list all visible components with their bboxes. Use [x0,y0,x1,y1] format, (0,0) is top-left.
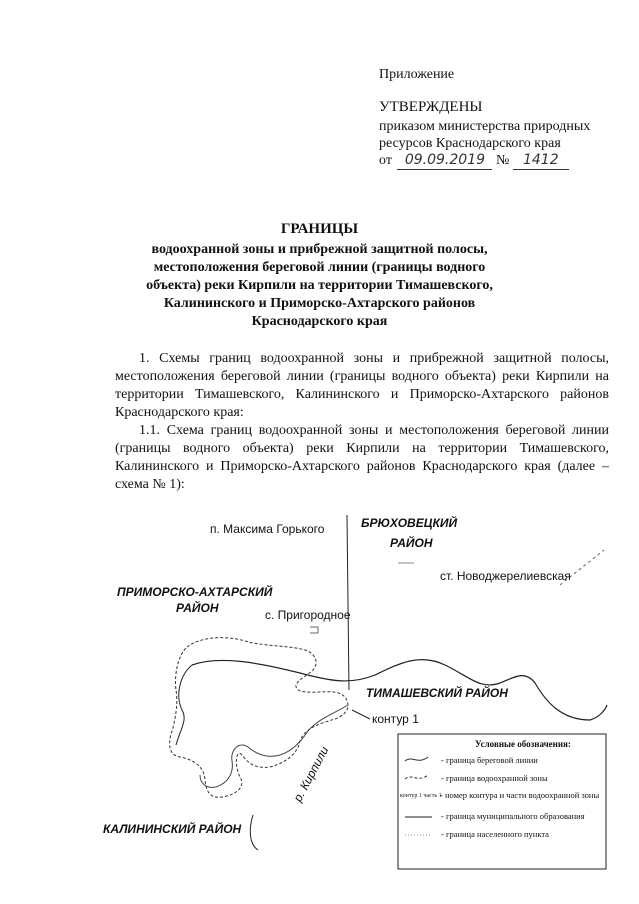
label-contour-1: контур 1 [372,712,419,726]
number-label: № [495,153,510,168]
legend-title: Условные обозначения: [475,739,571,749]
subtitle-line-2: местоположения береговой линии (границы водного [153,260,486,275]
subtitle-line-4: Калининского и Приморско-Ахтарского районов [163,296,476,311]
label-region-primorsko: ПРИМОРСКО-АХТАРСКИЙ [117,585,273,599]
subtitle-line-3: объекта) реки Кирпили на территории Тимашевского, [146,278,493,293]
legend-item-municipal: - граница муниципального образования [441,811,585,821]
label-region-timashevsky: ТИМАШЕВСКИЙ РАЙОН [366,686,508,700]
handwritten-number: 1412 [513,152,569,170]
label-settlement-gorky: п. Максима Горького [210,522,325,536]
subtitle-line-5: Краснодарского края [251,314,388,329]
document-subtitle [0,241,639,331]
approved-label: УТВЕРЖДЕНЫ [379,99,483,115]
label-settlement-prigorodnoe: с. Пригородное [265,608,351,622]
label-river-kirpili: р. Кирпили [290,744,332,804]
municipal-border-vertical [347,515,349,690]
label-region-bryukhovetsky: БРЮХОВЕЦКИЙ [361,516,458,530]
settlement-mark-prigorodnoe [310,627,318,633]
from-label: от [379,153,392,168]
order-date-line [379,152,609,170]
paragraph-1: 1. Схемы границ водоохранной зоны и прибрежной защитной полосы, местоположения береговой линии (границы водного объекта) реки Кирпили на территории Тимашевского, Калининского и Приморско-Ахтарского районов Краснодарского края: [115,351,609,420]
document-title: ГРАНИЦЫ [280,221,359,237]
label-region-bryukhovetsky-2: РАЙОН [390,536,433,550]
subtitle-line-1: водоохранной зоны и прибрежной защитной полосы, [151,242,488,257]
legend-item-contour: - номер контура и части водоохранной зоны [440,790,600,800]
legend-item-settlement: - граница населенного пункта [441,829,549,839]
order-line-2: ресурсов Краснодарского края [379,136,561,151]
order-line-1: приказом министерства природных [379,119,591,134]
municipal-border-west [176,665,192,745]
water-protection-zone-contour [170,638,348,798]
handwritten-date: 09.09.2019 [397,152,492,170]
contour-pointer [352,710,370,719]
legend-item-water-zone: - граница водоохранной зоны [441,773,548,783]
label-region-primorsko-2: РАЙОН [176,601,219,615]
river-kirpili [200,705,348,787]
label-region-kalininsky: КАЛИНИНСКИЙ РАЙОН [103,822,242,836]
paragraph-1-1: 1.1. Схема границ водоохранной зоны и местоположения береговой линии (границы водного объекта) реки Кирпили на территории Тимашевского, Калининского и Приморско-Ахтарского районов Краснодарского края (далее – схема № 1): [115,423,609,492]
appendix-label: Приложение [379,67,455,82]
label-settlement-novodzherelievskaya: ст. Новоджерелиевская [440,569,571,583]
legend-item-contour-symbol: контур 1 часть 1 [400,793,442,799]
border-south [250,815,258,850]
legend-item-shoreline: - граница береговой линии [441,755,538,765]
scheme-map [0,505,639,904]
